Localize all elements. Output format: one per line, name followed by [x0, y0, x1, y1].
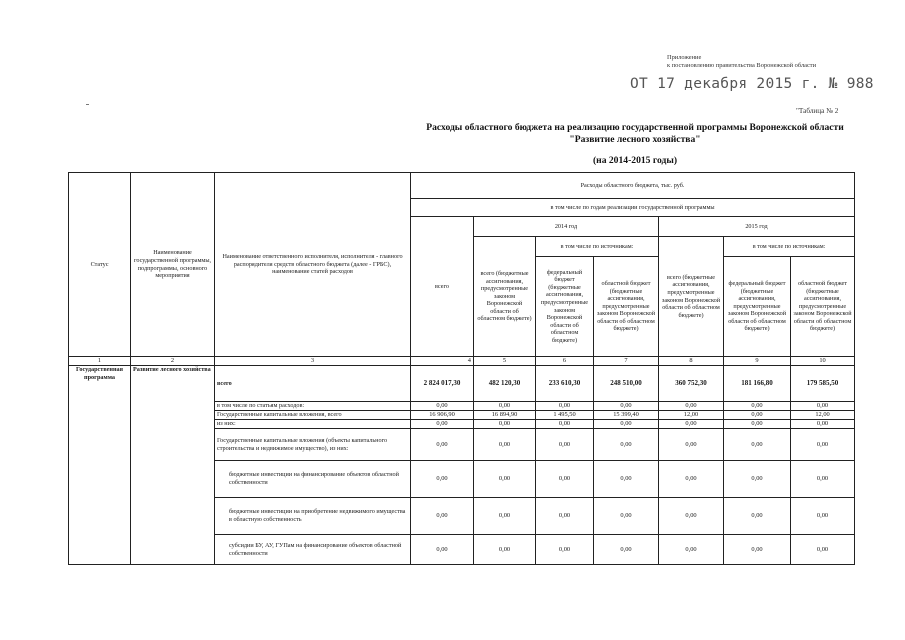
cell-value: 12,00 [659, 411, 724, 420]
cell-value: 0,00 [724, 498, 791, 535]
row-label: всего [215, 366, 411, 402]
cell-value: 248 510,00 [594, 366, 659, 402]
col-number: 6 [536, 357, 594, 366]
cell-value: 0,00 [724, 535, 791, 565]
header-responsible: Наименование ответственного исполнителя, исполнителя - главного распорядителя средств областного бюджета (далее - ГРБС), наименование статей расходов [215, 173, 411, 357]
cell-value: 0,00 [659, 535, 724, 565]
header-2015-federal: федеральный бюджет (бюджетные ассигнования, предусмотренные законом Воронежской области об областном бюджете) [724, 257, 791, 357]
cell-value: 0,00 [594, 420, 659, 429]
cell-value: 16 906,90 [411, 411, 474, 420]
cell-value: 15 399,40 [594, 411, 659, 420]
row-label: из них: [215, 420, 411, 429]
cell-value: 0,00 [536, 535, 594, 565]
header-total: всего [411, 217, 474, 357]
cell-value: 0,00 [791, 535, 855, 565]
col-number: 5 [474, 357, 536, 366]
row-label: Государственные капитальные вложения, всего [215, 411, 411, 420]
header-2015-sources: в том числе по источникам: [724, 237, 855, 257]
cell-value: 0,00 [791, 429, 855, 461]
header-2015-total: всего (бюджетные ассигнования, предусмотренные законом Воронежской области об областном бюджете) [659, 237, 724, 357]
cell-value: 0,00 [791, 461, 855, 498]
row-label: субсидии БУ, АУ, ГУПам на финансирование объектов областной собственности [215, 535, 411, 565]
col-number: 1 [69, 357, 131, 366]
table-number: "Таблица № 2 [796, 107, 839, 115]
cell-value: 0,00 [659, 461, 724, 498]
cell-value: 181 166,80 [724, 366, 791, 402]
cell-value: 0,00 [724, 402, 791, 411]
cell-value: 0,00 [594, 402, 659, 411]
cell-value: 0,00 [791, 420, 855, 429]
cell-value: 0,00 [474, 429, 536, 461]
appendix-line-2: к постановлению правительства Воронежской области [667, 62, 817, 70]
header-year-2015: 2015 год [659, 217, 855, 237]
header-status: Статус [69, 173, 131, 357]
col-number: 8 [659, 357, 724, 366]
cell-value: 0,00 [594, 461, 659, 498]
cell-value: 0,00 [474, 420, 536, 429]
col-number: 10 [791, 357, 855, 366]
cell-value: 1 495,50 [536, 411, 594, 420]
cell-value: 12,00 [791, 411, 855, 420]
row-label: Государственные капитальные вложения (объекты капитального строительства и недвижимое имущество), из них: [215, 429, 411, 461]
cell-value: 0,00 [411, 498, 474, 535]
cell-value: 16 894,90 [474, 411, 536, 420]
cell-value: 0,00 [474, 498, 536, 535]
cell-value: 0,00 [791, 498, 855, 535]
title-line-1: Расходы областного бюджета на реализацию государственной программы Воронежской области [426, 122, 844, 133]
col-number: 3 [215, 357, 411, 366]
cell-value: 0,00 [724, 461, 791, 498]
cell-value: 360 752,30 [659, 366, 724, 402]
header-expenses: Расходы областного бюджета, тыс. руб. [411, 173, 855, 199]
header-year-2014: 2014 год [474, 217, 659, 237]
table-row [69, 366, 855, 402]
cell-value: 0,00 [594, 535, 659, 565]
header-by-years: в том числе по годам реализации государственной программы [411, 199, 855, 217]
col-number: 7 [594, 357, 659, 366]
row-label: бюджетные инвестиции на приобретение недвижимого имущества в областную собственность [215, 498, 411, 535]
cell-value: 0,00 [411, 420, 474, 429]
date-stamp: ОТ 17 декабря 2015 г. № 988 [630, 76, 874, 92]
cell-value: 0,00 [724, 420, 791, 429]
cell-value: 0,00 [411, 429, 474, 461]
cell-value: 0,00 [474, 461, 536, 498]
cell-value: 0,00 [474, 402, 536, 411]
cell-value: 0,00 [791, 402, 855, 411]
header-2015-regional: областной бюджет (бюджетные ассигнования, предусмотренные законом Воронежской области об областном бюджете) [791, 257, 855, 357]
header-name: Наименование государственной программы, подпрограммы, основного мероприятия [131, 173, 215, 357]
header-2014-regional: областной бюджет (бюджетные ассигнования, предусмотренные законом Воронежской области об областном бюджете) [594, 257, 659, 357]
cell-value: 0,00 [536, 429, 594, 461]
cell-value: 0,00 [724, 411, 791, 420]
cell-value: 0,00 [594, 429, 659, 461]
header-2014-sources: в том числе по источникам: [536, 237, 659, 257]
cell-value: 0,00 [474, 535, 536, 565]
cell-value: 0,00 [411, 461, 474, 498]
cell-value: 179 585,50 [791, 366, 855, 402]
cell-value: 2 824 017,30 [411, 366, 474, 402]
program-name: Развитие лесного хозяйства [131, 366, 215, 565]
row-label: в том числе по статьям расходов: [215, 402, 411, 411]
title-line-3: (на 2014-2015 годы) [592, 155, 678, 166]
col-number: 9 [724, 357, 791, 366]
cell-value: 0,00 [411, 402, 474, 411]
cell-value: 0,00 [724, 429, 791, 461]
row-label: бюджетные инвестиции на финансирование объектов областной собственности [215, 461, 411, 498]
col-number: 2 [131, 357, 215, 366]
cell-value: 0,00 [594, 498, 659, 535]
cell-value: 0,00 [659, 402, 724, 411]
cell-value: 0,00 [536, 498, 594, 535]
cell-value: 0,00 [659, 420, 724, 429]
program-status: Государственная программа [69, 366, 131, 565]
cell-value: 0,00 [536, 420, 594, 429]
cell-value: 482 120,30 [474, 366, 536, 402]
scan-speck [86, 104, 89, 105]
expenses-table [68, 172, 855, 565]
cell-value: 0,00 [536, 402, 594, 411]
cell-value: 0,00 [536, 461, 594, 498]
appendix-line-1: Приложение [667, 54, 702, 61]
col-number: 4 [411, 357, 474, 366]
header-2014-federal: федеральный бюджет (бюджетные ассигнования, предусмотренные законом Воронежской области об областном бюджете) [536, 257, 594, 357]
cell-value: 0,00 [411, 535, 474, 565]
cell-value: 0,00 [659, 429, 724, 461]
appendix-note [667, 54, 816, 70]
cell-value: 0,00 [659, 498, 724, 535]
cell-value: 233 610,30 [536, 366, 594, 402]
header-2014-total: всего (бюджетные ассигнования, предусмотренные законом Воронежской области об областном бюджете) [474, 237, 536, 357]
title-line-2: "Развитие лесного хозяйства" [569, 134, 701, 145]
